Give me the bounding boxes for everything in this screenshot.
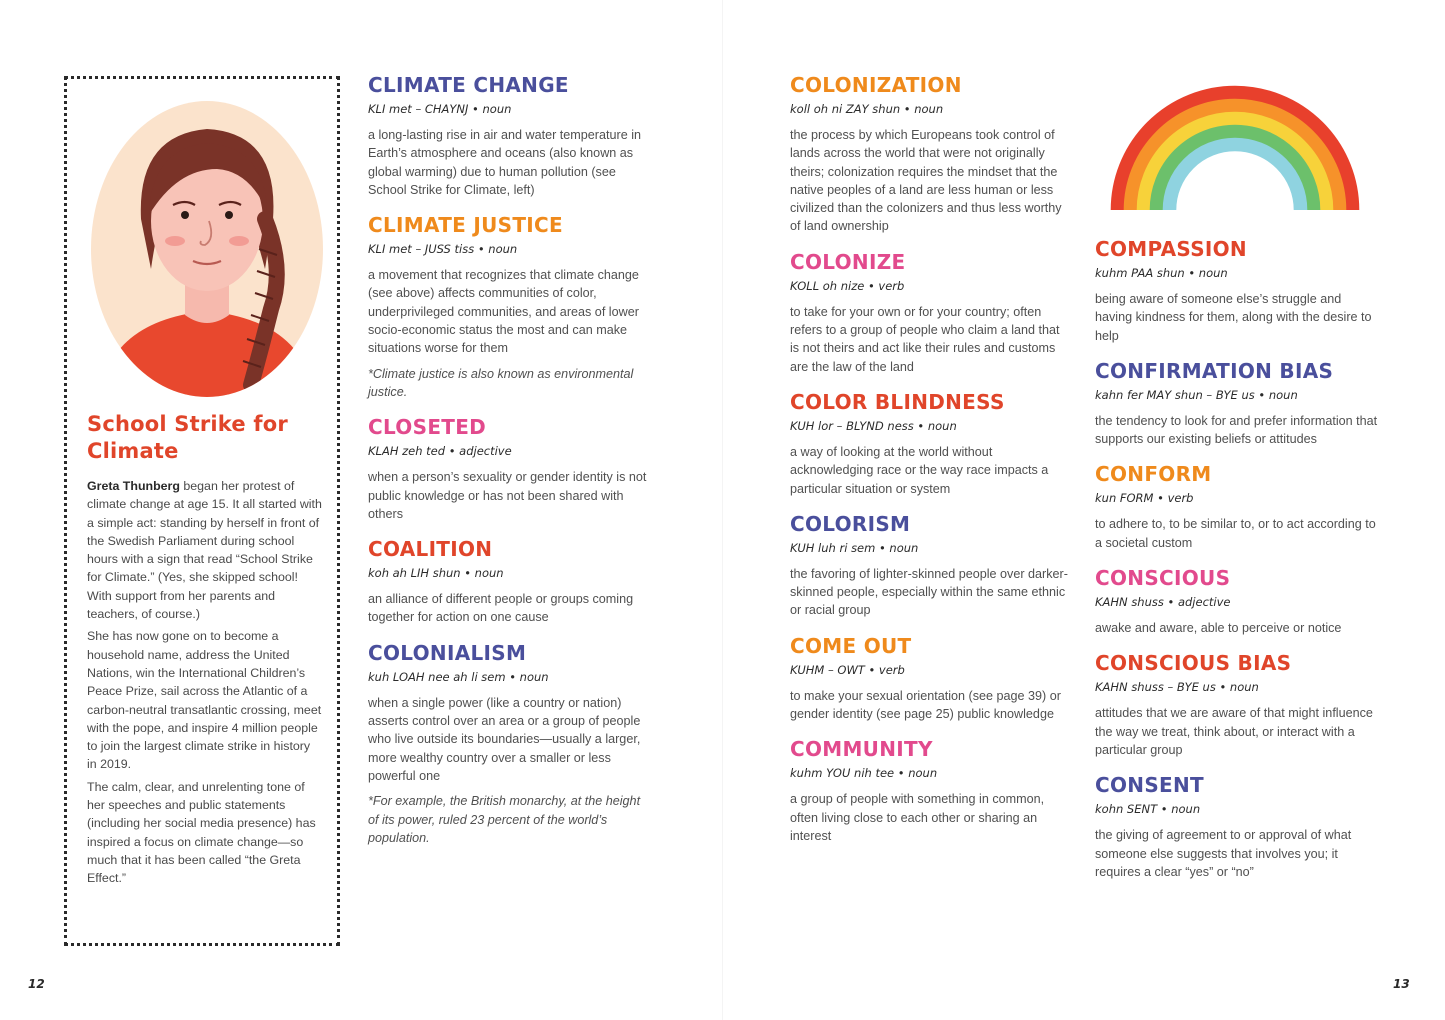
definition: a long-lasting rise in air and water temperature in Earth’s atmosphere and oceans (also known as global warming) due to human pollution (see School Strike for Climate, left) xyxy=(368,128,642,197)
definition: a group of people with something in common, often living close to each other or sharing an interest xyxy=(790,792,1045,843)
pronunciation: KAHN shuss – BYE us • noun xyxy=(1095,680,1259,695)
definition: a movement that recognizes that climate change (see above) affects communities of color, underprivileged communities, and areas of lower socio-economic status the most and can make situations worse for them xyxy=(368,268,639,356)
pronunciation: kuhm PAA shun • noun xyxy=(1095,266,1228,280)
glossary-entry xyxy=(368,640,653,847)
glossary-term: CONFORM xyxy=(1095,462,1212,487)
pronunciation: kohn SENT • noun xyxy=(1095,802,1201,817)
sidebar-paragraph-text: began her protest of climate change at age 15. It all started with a simple act: standing by herself in front of the Swedish Parliament during school hours with a sign that read “School Strike for Climate.” (Yes, she skipped school! With support from her parents and teachers, of course.) xyxy=(87,479,322,622)
definition: when a person’s sexuality or gender identity is not public knowledge or has not been shared with others xyxy=(368,470,647,521)
rainbow-illustration xyxy=(1105,52,1365,212)
rainbow-band xyxy=(1170,145,1301,211)
glossary-entry xyxy=(368,212,653,401)
sidebar-box xyxy=(64,76,340,946)
glossary-entry xyxy=(790,389,1072,498)
definition: the giving of agreement to or approval of what someone else suggests that involves you; it requires a clear “yes” or “no” xyxy=(1095,828,1352,879)
glossary-term: CONSENT xyxy=(1095,773,1204,798)
definition: being aware of someone else’s struggle and having kindness for them, along with the desire to help xyxy=(1095,292,1372,343)
pronunciation: KUH luh ri sem • noun xyxy=(790,540,919,555)
definition: the tendency to look for and prefer information that supports our existing beliefs or attitudes xyxy=(1095,413,1378,447)
glossary-entry xyxy=(368,72,653,199)
page-number-right: 13 xyxy=(1393,977,1410,991)
portrait-eye-right xyxy=(225,211,233,219)
pronunciation: KUH lor – BLYND ness • noun xyxy=(790,418,957,433)
glossary-term: COMPASSION xyxy=(1095,237,1247,261)
definition: an alliance of different people or groups coming together for action on one cause xyxy=(368,592,634,625)
definition: the process by which Europeans took control of lands across the world that were not originally theirs; colonization requires the mindset that the native peoples of a land are less human or less civilized than the colonizers and thus less worthy of land ownership xyxy=(790,128,1062,234)
pronunciation: kun FORM • verb xyxy=(1095,491,1194,506)
pronunciation: KLI met – JUSS tiss • noun xyxy=(368,242,518,257)
pronunciation: KOLL oh nize • verb xyxy=(790,278,905,293)
glossary-term: CONSCIOUS xyxy=(1095,566,1231,591)
glossary-entry xyxy=(790,633,1072,724)
portrait-eye-left xyxy=(181,211,189,219)
greta-portrait-illustration xyxy=(89,99,325,399)
pronunciation: KUHM – OWT • verb xyxy=(790,662,905,677)
sidebar-title: School Strike for Climate xyxy=(87,412,288,463)
pronunciation: kuhm YOU nih tee • noun xyxy=(790,766,938,781)
definition: to take for your own or for your country; often refers to a group of people who claim a land that is not theirs and act like their rules and customs are the law of the land xyxy=(790,304,1060,374)
glossary-entry xyxy=(790,736,1072,845)
glossary-term: COLONIALISM xyxy=(368,640,527,665)
definition: attitudes that we are aware of that might influence the way we treat, think about, or interact with a particular group xyxy=(1095,706,1373,757)
definition: a way of looking at the world without acknowledging race or the way race impacts a particular situation or system xyxy=(790,444,1049,496)
glossary-entry xyxy=(1095,565,1380,637)
glossary-entry xyxy=(790,249,1072,376)
pronunciation: kuh LOAH nee ah li sem • noun xyxy=(368,669,549,684)
glossary-entry xyxy=(1095,772,1380,881)
pronunciation: koll oh ni ZAY shun • noun xyxy=(790,102,944,116)
glossary-column-2 xyxy=(790,72,1072,858)
glossary-entry xyxy=(1095,236,1380,345)
pronunciation: KLAH zeh ted • adjective xyxy=(368,444,512,459)
sidebar-name: Greta Thunberg xyxy=(87,479,180,493)
definition: to make your sexual orientation (see page 39) or gender identity (see page 25) public knowledge xyxy=(790,688,1061,722)
glossary-term: CLIMATE JUSTICE xyxy=(368,213,563,238)
glossary-entry xyxy=(1095,650,1380,759)
sidebar-body xyxy=(87,477,323,892)
glossary-term: COME OUT xyxy=(790,633,912,658)
definition: the favoring of lighter-skinned people over darker-skinned people, especially within the same ethnic or racial group xyxy=(790,566,1068,618)
glossary-term: COMMUNITY xyxy=(790,737,933,762)
glossary-term: CONFIRMATION BIAS xyxy=(1095,358,1334,383)
definition-note: *For example, the British monarchy, at the height of its power, ruled 23 percent of the world’s population. xyxy=(368,794,641,845)
pronunciation: koh ah LIH shun • noun xyxy=(368,566,504,581)
definition-note: *Climate justice is also known as environmental justice. xyxy=(368,366,634,399)
glossary-column-3 xyxy=(1095,236,1380,894)
definition: awake and aware, able to perceive or notice xyxy=(1095,621,1342,636)
glossary-entry xyxy=(368,536,653,627)
definition: to adhere to, to be similar to, or to act according to a societal custom xyxy=(1095,517,1376,550)
glossary-entry xyxy=(1095,461,1380,552)
definition: when a single power (like a country or nation) asserts control over an area or a group of people who live outside its boundaries—usually a larger, more wealthy country over a smaller or less powerful one xyxy=(368,695,641,783)
sidebar-paragraph: The calm, clear, and unrelenting tone of her speeches and public statements (including her social media presence) has inspired a focus on climate change—so much that it has been called “the Greta Effect.” xyxy=(87,779,316,886)
glossary-term: COLONIZATION xyxy=(790,73,962,97)
pronunciation: kahn fer MAY shun – BYE us • noun xyxy=(1095,387,1298,402)
glossary-term: COLORISM xyxy=(790,511,911,536)
glossary-term: CONSCIOUS BIAS xyxy=(1095,651,1292,676)
pronunciation: KLI met – CHAYNJ • noun xyxy=(368,102,512,116)
glossary-entry xyxy=(790,72,1072,236)
page-number-left: 12 xyxy=(28,977,45,991)
glossary-entry xyxy=(1095,358,1380,449)
spread-gutter xyxy=(722,0,723,1020)
pronunciation: KAHN shuss • adjective xyxy=(1095,595,1231,610)
glossary-column-1 xyxy=(368,72,653,860)
glossary-entry xyxy=(790,511,1072,620)
glossary-term: CLIMATE CHANGE xyxy=(368,73,569,97)
glossary-term: COALITION xyxy=(368,537,493,562)
glossary-entry xyxy=(368,414,653,523)
glossary-term: CLOSETED xyxy=(368,415,487,440)
glossary-term: COLOR BLINDNESS xyxy=(790,389,1005,414)
glossary-term: COLONIZE xyxy=(790,249,906,274)
sidebar-paragraph: She has now gone on to become a household name, address the United Nations, win the International Children’s Peace Prize, sail across the Atlantic of a carbon-neutral transatlantic crossing, meet with the pope, and inspire 4 million people to join the largest climate strike in history in 2019. xyxy=(87,629,322,772)
sidebar-paragraph xyxy=(87,477,323,623)
